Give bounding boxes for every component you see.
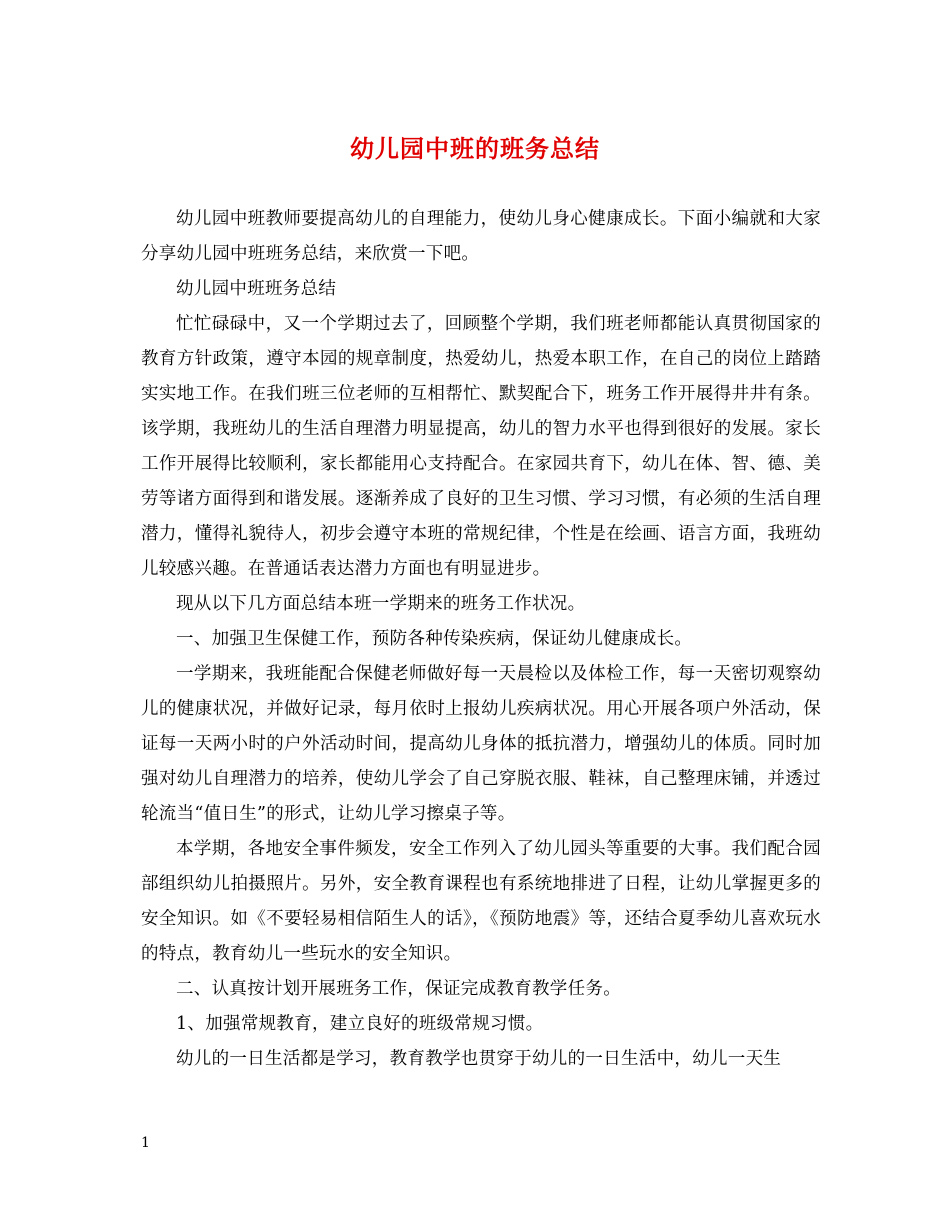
paragraph: 一学期来，我班能配合保健老师做好每一天晨检以及体检工作，每一天密切观察幼儿的健康状况，并做好记录，每月依时上报幼儿疾病状况。用心开展各项户外活动，保证每一天两小时的户外活动时间，提高幼儿身体的抵抗潜力，增强幼儿的体质。同时加强对幼儿自理潜力的培养，使幼儿学会了自己穿脱衣服、鞋袜，自己整理床铺，并透过轮流当“值日生”的形式，让幼儿学习擦桌子等。 (141, 664, 821, 824)
paragraph: 现从以下几方面总结本班一学期来的班务工作状况。 (176, 594, 586, 614)
paragraph: 1、加强常规教育，建立良好的班级常规习惯。 (176, 1014, 544, 1034)
paragraph: 幼儿的一日生活都是学习，教育教学也贯穿于幼儿的一日生活中，幼儿一天生 (176, 1049, 782, 1069)
paragraph: 本学期，各地安全事件频发，安全工作列入了幼儿园头等重要的大事。我们配合园部组织幼儿拍摄照片。另外，安全教育课程也有系统地排进了日程，让幼儿掌握更多的安全知识。如《不要轻易相信陌生人的话》，《预防地震》等，还结合夏季幼儿喜欢玩水的特点，教育幼儿一些玩水的安全知识。 (141, 839, 821, 964)
paragraph: 幼儿园中班教师要提高幼儿的自理能力，使幼儿身心健康成长。下面小编就和大家分享幼儿园中班班务总结，来欣赏一下吧。 (141, 209, 821, 264)
paragraph: 一、加强卫生保健工作，预防各种传染疾病，保证幼儿健康成长。 (176, 629, 693, 649)
paragraph: 幼儿园中班班务总结 (176, 279, 337, 299)
paragraph: 二、认真按计划开展班务工作，保证完成教育教学任务。 (176, 979, 621, 999)
document-body (141, 202, 821, 1077)
page-number: 1 (141, 1135, 150, 1151)
paragraph: 忙忙碌碌中，又一个学期过去了，回顾整个学期，我们班老师都能认真贯彻国家的教育方针政策，遵守本园的规章制度，热爱幼儿，热爱本职工作，在自己的岗位上踏踏实实地工作。在我们班三位老师的互相帮忙、默契配合下，班务工作开展得井井有条。该学期，我班幼儿的生活自理潜力明显提高，幼儿的智力水平也得到很好的发展。家长工作开展得比较顺利，家长都能用心支持配合。在家园共育下，幼儿在体、智、德、美劳等诸方面得到和谐发展。逐渐养成了良好的卫生习惯、学习习惯，有必须的生活自理潜力，懂得礼貌待人，初步会遵守本班的常规纪律，个性是在绘画、语言方面，我班幼儿较感兴趣。在普通话表达潜力方面也有明显进步。 (141, 314, 821, 579)
document-title: 幼儿园中班的班务总结 (350, 134, 600, 163)
